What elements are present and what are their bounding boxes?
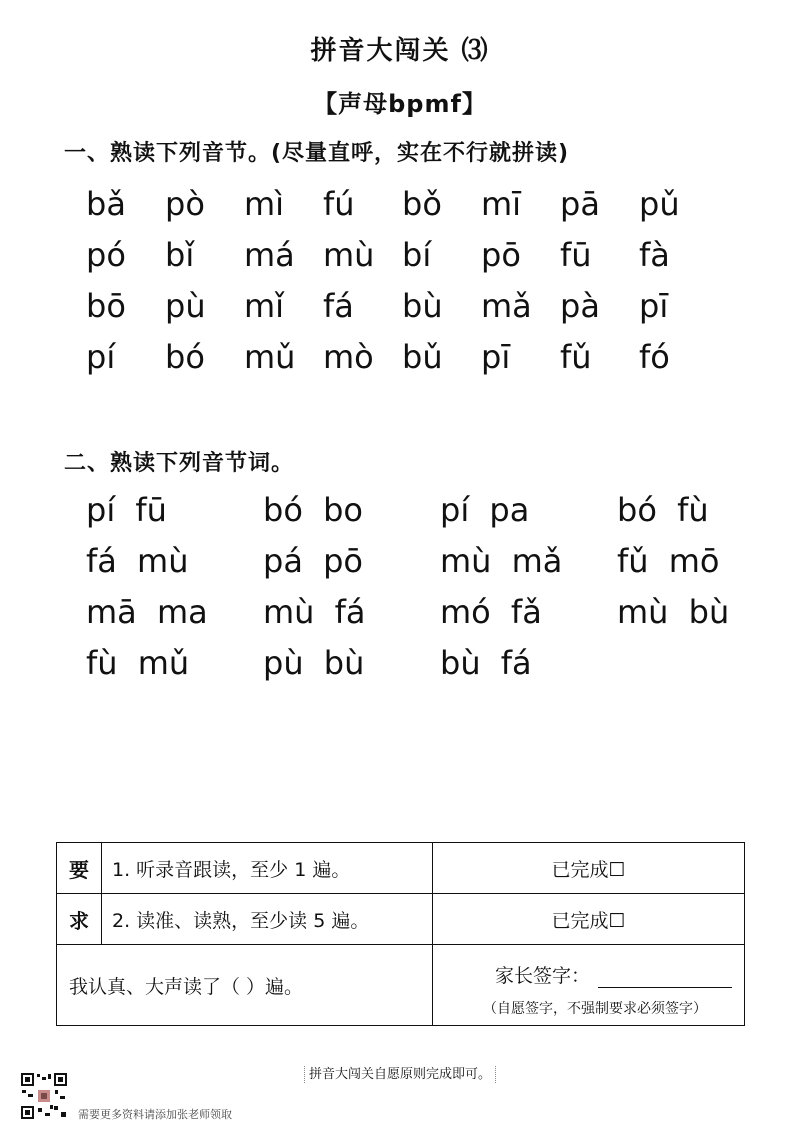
syllable: pī	[639, 287, 669, 325]
parent-sign-field[interactable]	[495, 961, 732, 988]
syllable: bǎ	[86, 185, 126, 223]
word-grid	[86, 490, 786, 694]
pinyin-word: pí pa	[440, 491, 530, 529]
requirements-table	[56, 842, 745, 1026]
footer-note: 拼音大闯关自愿原则完成即可。	[304, 1066, 496, 1083]
requirement-label-bottom: 求	[57, 894, 102, 945]
syllable: pǔ	[639, 185, 680, 223]
syllable: pī	[481, 338, 511, 376]
qr-caption: 需要更多资料请添加张老师领取	[78, 1108, 232, 1121]
pinyin-word: fá mù	[86, 542, 189, 580]
pinyin-word: bó bo	[263, 491, 363, 529]
syllable: fú	[323, 185, 355, 223]
requirement-label-top: 要	[57, 843, 102, 894]
pinyin-word: fù mǔ	[86, 644, 190, 682]
syllable: mī	[481, 185, 522, 223]
syllable: bó	[165, 338, 205, 376]
pinyin-word	[617, 643, 794, 694]
syllable: pā	[560, 185, 600, 223]
done-checkbox-2[interactable]: 已完成☐	[433, 894, 745, 945]
syllable: mò	[323, 338, 374, 376]
syllable: bǔ	[402, 338, 443, 376]
pinyin-word: bó fù	[617, 491, 709, 529]
parent-sign-label: 家长签字：	[495, 965, 591, 987]
syllable: bǐ	[165, 236, 195, 274]
syllable: fà	[639, 236, 670, 274]
syllable: pà	[560, 287, 600, 325]
syllable: pò	[165, 185, 205, 223]
pinyin-word: pá pō	[263, 542, 363, 580]
syllable: mǔ	[244, 338, 296, 376]
pinyin-word: mù mǎ	[440, 542, 563, 580]
syllable: bǒ	[402, 185, 442, 223]
syllable-grid	[86, 184, 766, 388]
pinyin-word: mù bù	[617, 593, 730, 631]
pinyin-word: pù bù	[263, 644, 365, 682]
syllable: mì	[244, 185, 285, 223]
syllable: mù	[323, 236, 375, 274]
syllable: mǎ	[481, 287, 532, 325]
pinyin-word: pí fū	[86, 491, 167, 529]
syllable: má	[244, 236, 295, 274]
syllable: fū	[560, 236, 592, 274]
syllable: pù	[165, 287, 206, 325]
pinyin-word: mù fá	[263, 593, 366, 631]
syllable: pí	[86, 338, 116, 376]
done-checkbox-1[interactable]: 已完成☐	[433, 843, 745, 894]
section1-heading: 一、熟读下列音节。(尽量直呼，实在不行就拼读)	[64, 141, 570, 166]
page-title: 拼音大闯关 ⑶	[310, 36, 490, 66]
syllable: bō	[86, 287, 126, 325]
parent-sign-cell	[433, 945, 745, 1026]
sign-note: （自愿签字，不强制要求必须签字）	[483, 1001, 707, 1017]
syllable: fá	[323, 287, 354, 325]
qr-code-icon	[20, 1072, 68, 1120]
syllable: bí	[402, 236, 432, 274]
section2-heading: 二、熟读下列音节词。	[64, 451, 295, 476]
syllable: bù	[402, 287, 443, 325]
syllable: pō	[481, 236, 521, 274]
requirement-item-1: 1. 听录音跟读，至少 1 遍。	[102, 843, 433, 894]
requirement-item-2: 2. 读准、读熟，至少读 5 遍。	[102, 894, 433, 945]
signature-line[interactable]	[598, 969, 732, 988]
pinyin-word: mó fǎ	[440, 593, 542, 631]
syllable: fó	[639, 338, 670, 376]
syllable: mǐ	[244, 287, 285, 325]
syllable: pó	[86, 236, 126, 274]
pinyin-word: fǔ mō	[617, 542, 720, 580]
pinyin-word: mā ma	[86, 593, 208, 631]
page-subtitle: 【声母bpmf】	[313, 90, 487, 118]
pinyin-word: bù fá	[440, 644, 532, 682]
footer-note-wrap	[0, 1063, 800, 1082]
read-count-field[interactable]: 我认真、大声读了（ ）遍。	[57, 945, 433, 1026]
syllable: fǔ	[560, 338, 592, 376]
